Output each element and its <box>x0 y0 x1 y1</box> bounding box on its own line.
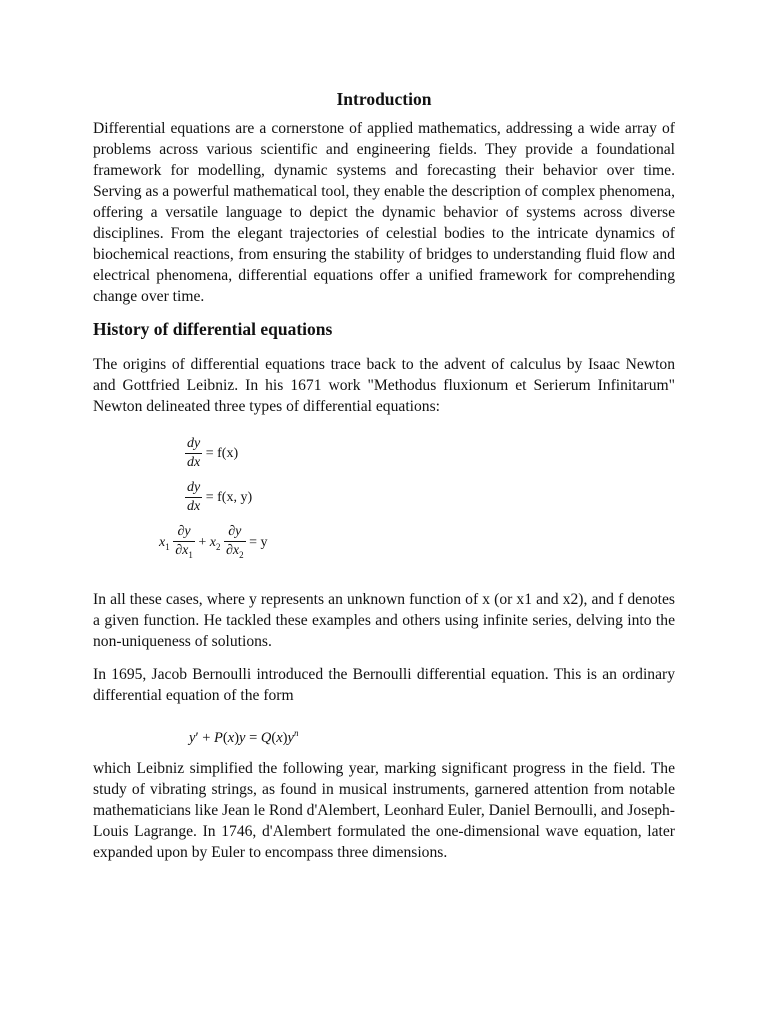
equation-3-rhs: = y <box>249 535 268 551</box>
history-paragraph-2: In all these cases, where y represents an unknown function of x (or x1 and x2), and f denotes a given function. He tackled these examples and others using infinite series, delving into the non-uniqueness of solutions. <box>93 591 675 650</box>
document-page <box>93 88 675 863</box>
history-paragraph-3: In 1695, Jacob Bernoulli introduced the Bernoulli differential equation. This is an ordinary differential equation of the form <box>93 666 675 704</box>
section-heading: History of differential equations <box>93 319 333 339</box>
equation-1: $\frac{dy}{dx}$ = f(x) <box>187 436 239 470</box>
history-paragraph-4: which Leibniz simplified the following year, marking significant progress in the field. The study of vibrating strings, as found in musical instruments, garnered attention from notable mathematicians like Jean le Rond d'Alembert, Leonhard Euler, Daniel Bernoulli, and Joseph-Louis Lagrange. In 1746, d'Alembert formulated the one-dimensional wave equation, later expanded upon by Euler to encompass three dimensions. <box>93 760 675 861</box>
equation-2: $\frac{dy}{dx}$ = f(x, y) <box>187 480 253 514</box>
intro-paragraph: Differential equations are a cornerstone of applied mathematics, addressing a wide array of problems across various scientific and engineering fields. They provide a foundational framework for modelling, dynamic systems and forecasting their behavior over time. Serving as a powerful mathematical tool, they enable the description of complex phenomena, offering a versatile language to depict the dynamic behavior of systems across diverse disciplines. From the elegant trajectories of celestial bodies to the intricate dynamics of biochemical reactions, from ensuring the stability of bridges to understanding fluid flow and electrical phenomena, differential equations offer a unified framework for comprehending change over time. <box>93 120 675 305</box>
equation-3: $x_1$ $\frac{\partial y}{\partial x_1}$ + $x_2$ $\frac{\partial y}{\partial x_2}$ = y <box>159 524 268 560</box>
history-paragraph-1: The origins of differential equations trace back to the advent of calculus by Isaac Newton and Gottfried Leibniz. In his 1671 work "Methodus fluxionum et Serierum Infinitarum" Newton delineated three types of differential equations: <box>93 356 675 415</box>
page-title: Introduction <box>336 89 432 109</box>
newton-equations <box>93 429 675 589</box>
bernoulli-equation: $y' + P(x)y = Q(x)y^n$ <box>189 728 299 746</box>
equation-1-rhs: = f(x) <box>205 445 239 461</box>
equation-2-rhs: = f(x, y) <box>205 489 253 505</box>
